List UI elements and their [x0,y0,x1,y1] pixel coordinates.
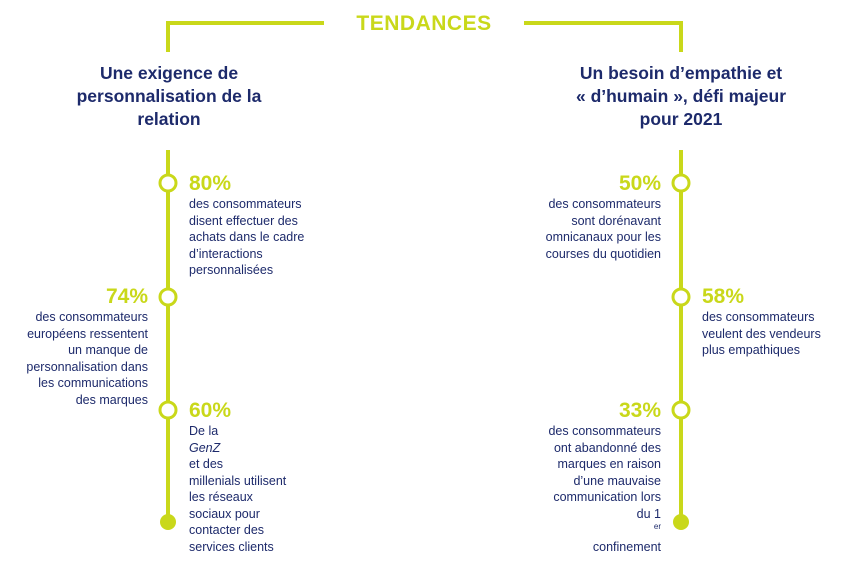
right-stat-3-description [500,423,661,555]
desc-line: des marques [75,392,148,407]
desc-line: sont dorénavant [571,213,661,228]
desc-line: courses du quotidien [545,246,661,261]
desc-line: des consommateurs [189,197,302,211]
left-stat-2 [0,285,148,408]
left-heading-line-3: relation [137,109,201,129]
right-stat-2-description [702,309,846,359]
desc-line [500,506,661,556]
desc-line: omnicanaux pour les [545,230,661,244]
right-node-1 [673,175,689,191]
left-stat-1 [189,172,339,279]
left-heading [40,62,298,131]
desc-line: services clients [189,539,274,554]
left-end-dot [160,514,176,530]
right-stat-3-percent: 33% [618,399,661,422]
desc-superscript: er [653,521,661,531]
left-stat-2-description [0,309,148,408]
desc-line: européens ressentent [27,326,148,341]
left-stat-3 [189,399,339,555]
left-stat-1-description [189,196,339,279]
desc-line: les réseaux [189,490,253,504]
desc-line: millenials utilisent [189,473,287,488]
left-heading-line-1: Une exigence de [99,63,239,83]
desc-line: achats dans le cadre [189,230,305,244]
desc-line: veulent des vendeurs [702,326,821,341]
right-end-dot [673,514,689,530]
right-node-3 [673,402,689,418]
desc-line: des consommateurs [702,310,815,324]
desc-line: communication lors [553,490,661,504]
desc-text: De la [189,424,219,438]
right-heading [548,62,814,131]
desc-line: ont abandonné des [553,440,661,455]
left-stat-3-description [189,423,339,555]
desc-line: les communications [38,376,148,390]
desc-text: du 1 [636,506,661,521]
right-stat-1 [500,172,661,262]
left-stat-3-percent: 60% [189,399,232,422]
desc-line [189,423,339,473]
desc-line: un manque de [68,343,148,357]
desc-line: disent effectuer des [189,213,298,228]
desc-line: personnalisées [189,263,274,277]
left-stat-1-percent: 80% [189,172,232,195]
desc-text: confinement [592,539,661,554]
right-heading-line-2: « d’humain », défi majeur [575,86,787,106]
right-heading-line-3: pour 2021 [639,109,723,129]
desc-line: d’une mauvaise [573,473,661,488]
left-node-2 [160,289,176,305]
left-node-1 [160,175,176,191]
desc-line: contacter des [189,523,265,537]
right-stat-3 [500,399,661,555]
right-stat-2-percent: 58% [702,285,745,308]
desc-text: et des [189,457,224,471]
desc-line: des consommateurs [548,197,661,211]
right-heading-line-1: Un besoin d’empathie et [579,63,783,83]
desc-line: d’interactions [189,246,263,261]
desc-line: sociaux pour [189,506,260,521]
right-stat-1-description [500,196,661,262]
desc-line: des consommateurs [548,424,661,438]
left-node-3 [160,402,176,418]
right-stat-1-percent: 50% [618,172,661,195]
left-stat-2-percent: 74% [105,285,148,308]
desc-line: des consommateurs [35,310,148,324]
right-stat-2 [702,285,846,359]
right-node-2 [673,289,689,305]
desc-italic: GenZ [189,440,221,455]
diagram-title: TENDANCES [356,12,492,35]
desc-line: personnalisation dans [26,359,148,374]
desc-line: marques en raison [557,457,661,471]
left-heading-line-2: personnalisation de la [76,86,262,106]
desc-line: plus empathiques [702,343,800,357]
